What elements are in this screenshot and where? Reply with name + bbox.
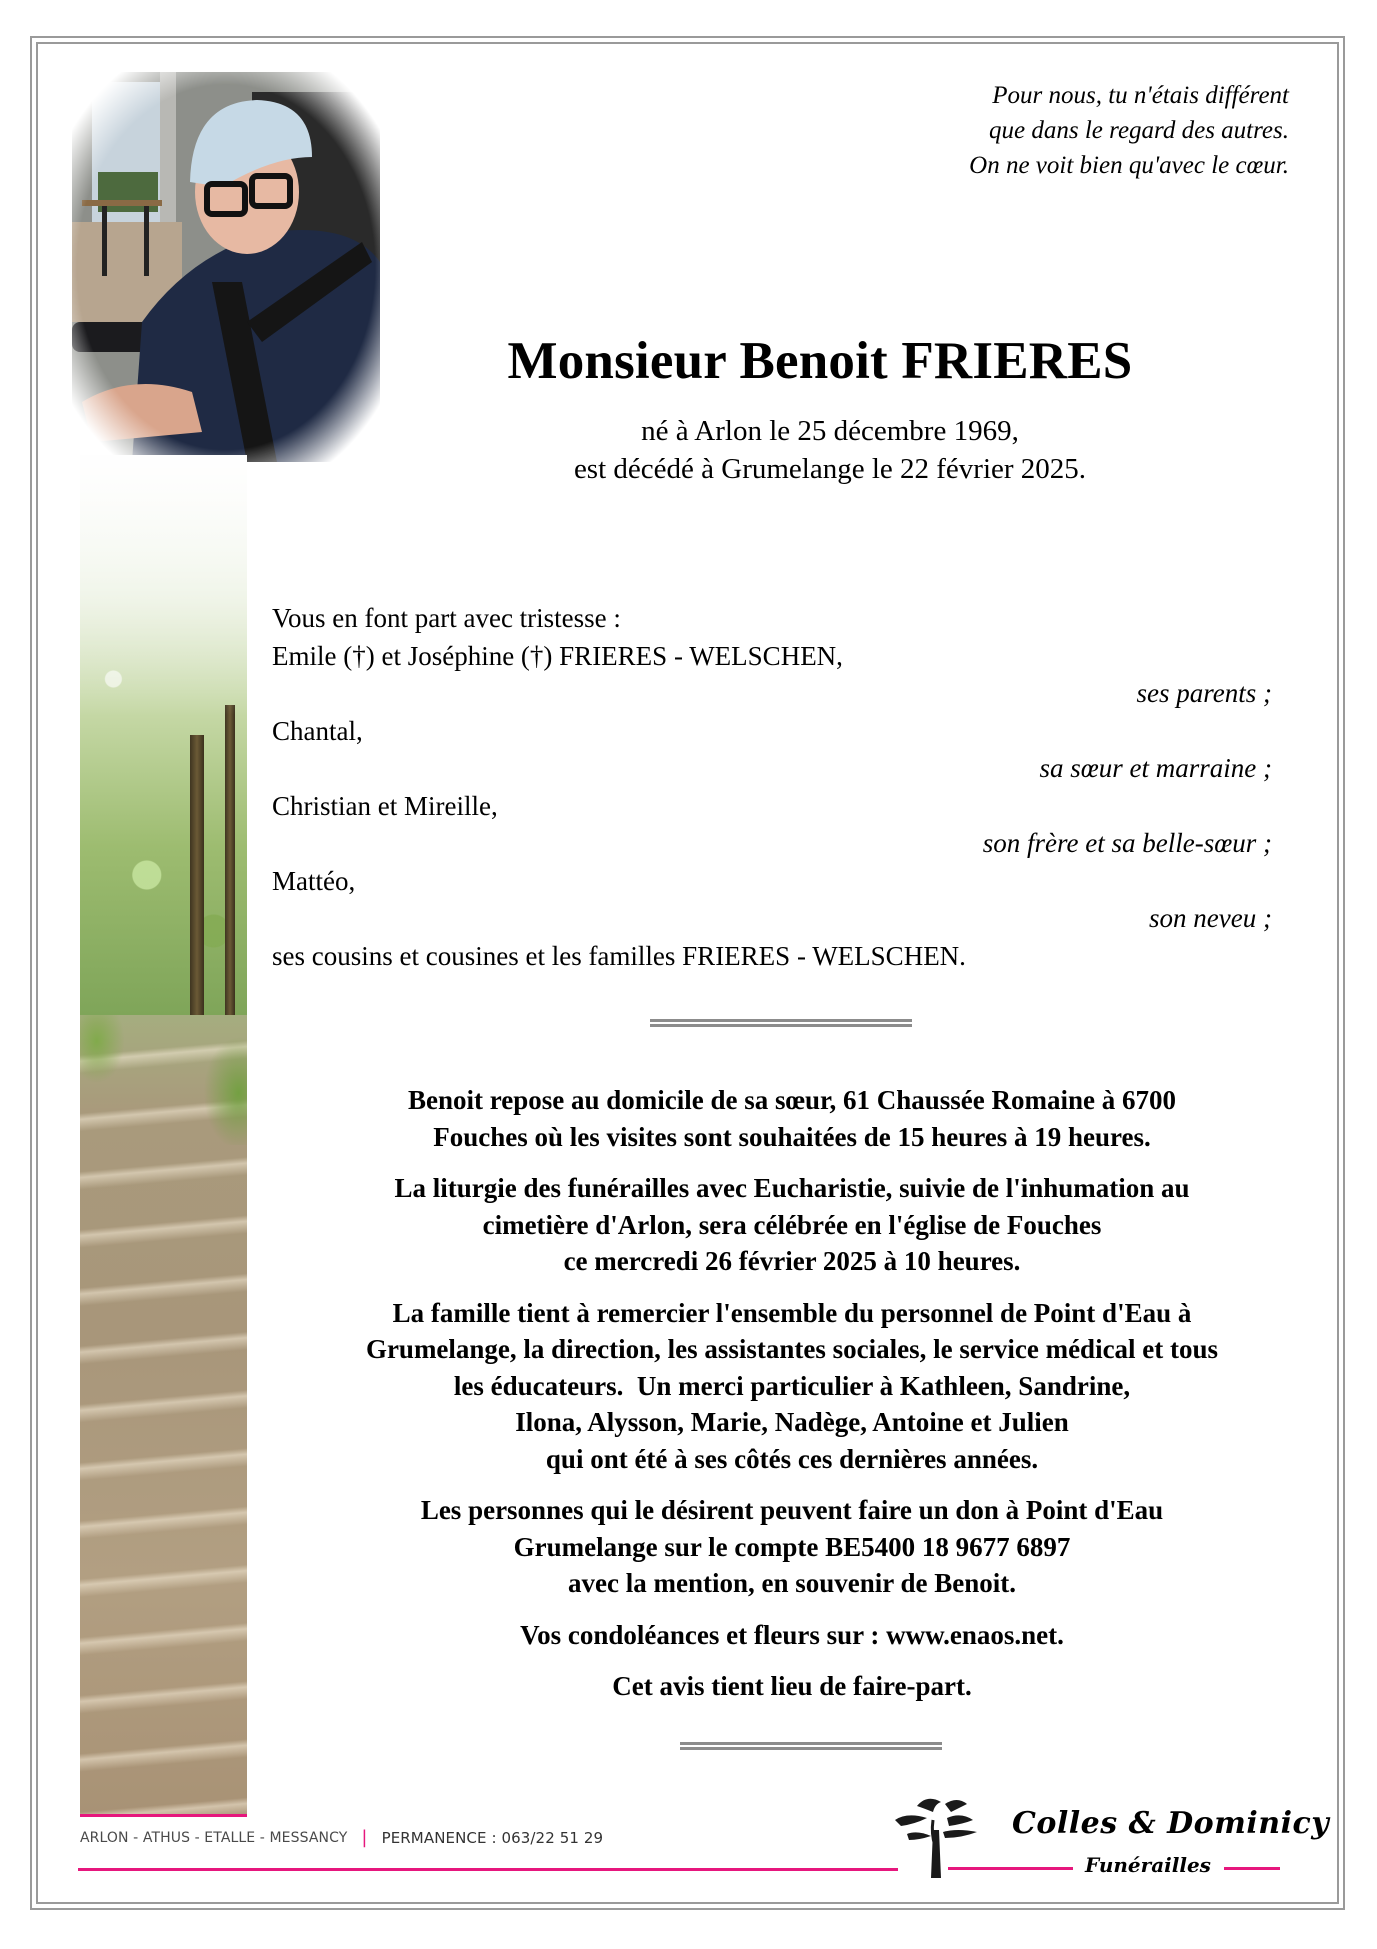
info-line: La famille tient à remercier l'ensemble du personnel de Point d'Eau à	[392, 1297, 1192, 1328]
epigraph-line: que dans le regard des autres.	[989, 117, 1289, 144]
info-line: Grumelange sur le compte BE5400 18 9677 6897	[513, 1531, 1071, 1562]
info-line: avec la mention, en souvenir de Benoit.	[568, 1568, 1016, 1598]
portrait-image-icon	[72, 72, 380, 462]
death-line: est décédé à Grumelange le 22 février 2025.	[573, 453, 1087, 485]
notice-paragraph	[272, 1668, 1312, 1705]
double-divider	[650, 1019, 912, 1027]
info-line: Cet avis tient lieu de faire-part.	[612, 1671, 972, 1701]
footer-locations: ARLON - ATHUS - ETALLE - MESSANCY	[80, 1829, 348, 1846]
strip-fade	[80, 455, 247, 715]
company-name: Colles & Dominicy	[1012, 1806, 1330, 1841]
family-member-relation: ses parents ;	[1136, 678, 1272, 708]
epigraph	[969, 78, 1289, 183]
info-line: cimetière d'Arlon, sera célébrée en l'église de Fouches	[482, 1209, 1102, 1240]
info-line: Fouches où les visites sont souhaitées de 15 heures à 19 heures.	[433, 1121, 1151, 1152]
family-member-names: Mattéo,	[272, 865, 356, 896]
family-member-names: Emile (†) et Joséphine (†) FRIERES - WELSCHEN,	[272, 640, 843, 671]
family-member-names: Chantal,	[272, 715, 363, 746]
info-line: Les personnes qui le désirent peuvent faire un don à Point d'Eau	[420, 1495, 1164, 1525]
footer-separator: |	[361, 1827, 368, 1848]
family-closing: ses cousins et cousines et les familles FRIERES - WELSCHEN.	[272, 940, 966, 971]
info-line: Benoit repose au domicile de sa sœur, 61 Chaussée Romaine à 6700	[407, 1085, 1177, 1115]
family-member-relation: son neveu ;	[1149, 903, 1272, 933]
family-list	[272, 600, 1272, 975]
family-member-relation: sa sœur et marraine ;	[1039, 753, 1272, 783]
footer-accent-line	[78, 1868, 898, 1871]
thanks-paragraph	[272, 1295, 1312, 1478]
info-line: ce mercredi 26 février 2025 à 10 heures.	[563, 1246, 1021, 1276]
birth-line: né à Arlon le 25 décembre 1969,	[641, 415, 1019, 447]
foliage-image-icon	[80, 1015, 247, 1145]
condolences-paragraph	[272, 1617, 1312, 1654]
company-subtitle: Funérailles	[1085, 1853, 1211, 1877]
funeral-info	[272, 1082, 1312, 1720]
footer-contact	[80, 1827, 603, 1848]
info-line: Grumelange, la direction, les assistantes sociales, le service médical et tous	[365, 1334, 1219, 1364]
family-intro: Vous en font part avec tristesse :	[272, 603, 621, 633]
family-member-names: Christian et Mireille,	[272, 790, 498, 821]
epigraph-line: Pour nous, tu n'étais différent	[992, 82, 1289, 109]
strip-accent-line	[80, 1814, 247, 1817]
logo-accent-line	[1224, 1867, 1280, 1870]
info-line: les éducateurs. Un merci particulier à Kathleen, Sandrine,	[453, 1370, 1131, 1401]
family-member-relation: son frère et sa belle-sœur ;	[982, 828, 1272, 858]
life-dates	[430, 412, 1230, 488]
footer-permanence: PERMANENCE : 063/22 51 29	[381, 1828, 604, 1847]
visitation-paragraph	[272, 1082, 1312, 1155]
donation-paragraph	[272, 1492, 1312, 1602]
info-line: La liturgie des funérailles avec Eucharistie, suivie de l'inhumation au	[394, 1173, 1190, 1203]
forest-path-strip	[80, 455, 247, 1817]
deceased-name: Monsieur Benoit FRIERES	[507, 332, 1133, 390]
double-divider	[680, 1742, 942, 1750]
info-line: Ilona, Alysson, Marie, Nadège, Antoine et Julien	[515, 1407, 1069, 1437]
tree-icon	[887, 1790, 983, 1880]
portrait-photo	[72, 72, 380, 462]
info-line: qui ont été à ses côtés ces dernières années.	[545, 1443, 1039, 1474]
epigraph-line: On ne voit bien qu'avec le cœur.	[969, 152, 1289, 179]
ceremony-paragraph	[272, 1170, 1312, 1280]
condolences-link[interactable]: Vos condoléances et fleurs sur : www.enaos.net.	[520, 1619, 1064, 1650]
